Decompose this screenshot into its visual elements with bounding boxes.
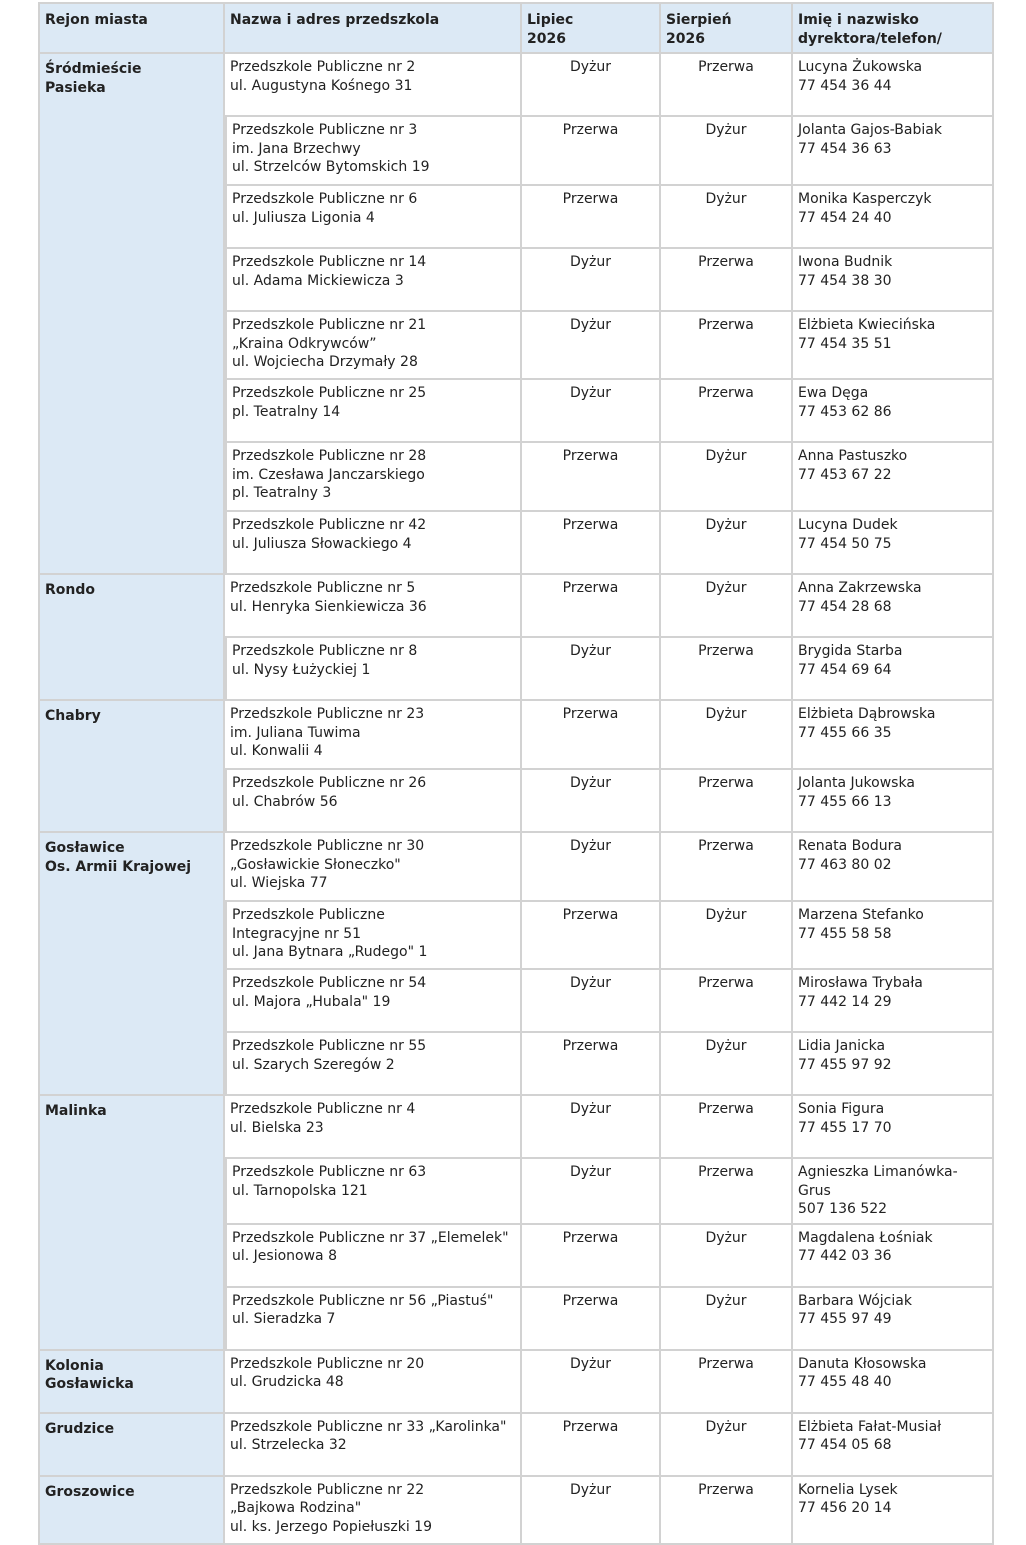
region-cell xyxy=(38,575,225,701)
kindergarten-name-cell-line: ul. Wiejska 77 xyxy=(230,875,328,891)
kindergarten-name-cell xyxy=(225,833,522,902)
kindergarten-name-cell xyxy=(225,512,522,575)
region-cell-line: Os. Armii Krajowej xyxy=(45,858,192,875)
kindergarten-name-cell-line: ul. Juliusza Słowackiego 4 xyxy=(232,535,412,552)
director-contact-cell-line: 77 454 69 64 xyxy=(798,661,892,678)
header-july: Lipiec 2026 xyxy=(522,2,661,54)
director-contact-cell xyxy=(793,1351,994,1414)
kindergarten-name-cell-line: Przedszkole Publiczne nr 33 „Karolinka" xyxy=(230,1418,507,1435)
director-contact-cell-line: 77 454 28 68 xyxy=(798,598,892,615)
august-status-cell-line: Dyżur xyxy=(705,706,747,722)
kindergarten-name-cell-line: Przedszkole Publiczne nr 22 xyxy=(230,1481,425,1498)
director-contact-cell-line: Lidia Janicka xyxy=(798,1038,886,1054)
director-contact-cell-line: 77 455 66 13 xyxy=(798,793,892,810)
director-contact-cell xyxy=(793,1159,994,1225)
director-contact-cell xyxy=(793,1414,994,1477)
kindergarten-name-cell xyxy=(225,1033,522,1096)
july-status-cell xyxy=(522,833,661,902)
july-status-cell xyxy=(522,1033,661,1096)
director-contact-cell-line: 77 454 36 44 xyxy=(798,77,892,94)
director-contact-cell-line: Elżbieta Dąbrowska xyxy=(798,706,936,722)
july-status-cell xyxy=(522,312,661,380)
table-row xyxy=(38,701,994,770)
kindergarten-name-cell xyxy=(225,443,522,512)
july-status-cell xyxy=(522,1288,661,1351)
august-status-cell xyxy=(661,1288,793,1351)
august-status-cell xyxy=(661,1033,793,1096)
director-contact-cell-line: Anna Zakrzewska xyxy=(798,580,922,596)
region-cell-line: Gosławice xyxy=(45,840,125,856)
august-status-cell-line: Przerwa xyxy=(698,643,754,659)
august-status-cell xyxy=(661,249,793,312)
august-status-cell-line: Dyżur xyxy=(705,1292,747,1309)
kindergarten-name-cell-line: Przedszkole Publiczne xyxy=(232,907,385,923)
kindergarten-name-cell-line: Przedszkole Publiczne nr 5 xyxy=(230,580,416,596)
header-name: Nazwa i adres przedszkola xyxy=(225,2,522,54)
director-contact-cell-line: 77 463 80 02 xyxy=(798,856,892,873)
kindergarten-name-cell-line: ul. Bielska 23 xyxy=(230,1119,324,1136)
table-row xyxy=(38,575,994,638)
kindergarten-name-cell-line: ul. Jesionowa 8 xyxy=(232,1248,337,1264)
kindergarten-name-cell-line: „Gosławickie Słoneczko" xyxy=(230,856,401,873)
july-status-cell-line: Przerwa xyxy=(562,1418,619,1435)
director-contact-cell xyxy=(793,1096,994,1159)
kindergarten-name-cell-line: ul. Jana Bytnara „Rudego" 1 xyxy=(232,944,428,960)
director-contact-cell xyxy=(793,902,994,970)
kindergarten-name-cell-line: im. Jana Brzechwy xyxy=(232,140,361,157)
july-status-cell-line: Dyżur xyxy=(569,317,612,333)
kindergarten-name-cell-line: ul. Szarych Szeregów 2 xyxy=(232,1056,395,1073)
august-status-cell xyxy=(661,1351,793,1414)
director-contact-cell xyxy=(793,312,994,380)
july-status-cell-line: Przerwa xyxy=(562,517,619,533)
director-contact-cell-line: 77 453 62 86 xyxy=(798,403,892,420)
kindergarten-name-cell-line: Przedszkole Publiczne nr 42 xyxy=(232,517,427,533)
director-contact-cell-line: Iwona Budnik xyxy=(798,254,893,270)
kindergarten-name-cell xyxy=(225,186,522,249)
kindergarten-name-cell-line: ul. Augustyna Kośnego 31 xyxy=(230,77,413,94)
director-contact-cell-line: 77 454 05 68 xyxy=(798,1437,892,1453)
kindergarten-name-cell-line: ul. Tarnopolska 121 xyxy=(232,1182,368,1199)
july-status-cell-line: Dyżur xyxy=(569,775,612,791)
region-cell xyxy=(38,833,225,1096)
july-status-cell-line: Dyżur xyxy=(569,254,612,270)
july-status-cell-line: Przerwa xyxy=(562,1038,619,1054)
july-status-cell xyxy=(522,512,661,575)
kindergarten-name-cell xyxy=(225,1159,522,1225)
region-cell-line: Malinka xyxy=(45,1103,107,1119)
august-status-cell xyxy=(661,380,793,443)
august-status-cell-line: Przerwa xyxy=(698,1355,754,1372)
director-contact-cell-line: Jolanta Jukowska xyxy=(798,775,915,791)
kindergarten-name-cell-line: Przedszkole Publiczne nr 23 xyxy=(230,706,425,722)
kindergarten-name-cell xyxy=(225,638,522,701)
director-contact-cell xyxy=(793,54,994,117)
july-status-cell xyxy=(522,638,661,701)
director-contact-cell-line: 77 442 03 36 xyxy=(798,1248,892,1264)
july-status-cell-line: Przerwa xyxy=(562,1292,619,1309)
july-status-cell xyxy=(522,1414,661,1477)
july-status-cell xyxy=(522,443,661,512)
table-header-row xyxy=(38,2,994,54)
august-status-cell xyxy=(661,512,793,575)
region-cell xyxy=(38,1477,225,1545)
kindergarten-name-cell-line: Integracyjne nr 51 xyxy=(232,925,362,942)
kindergarten-name-cell-line: ul. Strzelców Bytomskich 19 xyxy=(232,159,430,175)
kindergarten-name-cell xyxy=(225,54,522,117)
july-status-cell-line: Dyżur xyxy=(569,1481,612,1498)
kindergarten-name-cell-line: Przedszkole Publiczne nr 21 xyxy=(232,317,427,333)
kindergarten-name-cell xyxy=(225,970,522,1033)
director-contact-cell xyxy=(793,701,994,770)
kindergarten-name-cell xyxy=(225,312,522,380)
table-row xyxy=(38,54,994,117)
july-status-cell-line: Dyżur xyxy=(569,975,612,991)
july-status-cell xyxy=(522,117,661,186)
july-status-cell xyxy=(522,186,661,249)
director-contact-cell-line: Agnieszka Limanówka-Grus xyxy=(798,1164,958,1199)
header-august: Sierpień 2026 xyxy=(661,2,793,54)
kindergarten-name-cell-line: ul. Sieradzka 7 xyxy=(232,1311,336,1327)
kindergarten-duty-table xyxy=(38,2,994,1545)
director-contact-cell-line: 77 454 50 75 xyxy=(798,535,892,552)
kindergarten-name-cell-line: Przedszkole Publiczne nr 3 xyxy=(232,122,418,138)
august-status-cell-line: Dyżur xyxy=(705,122,747,138)
kindergarten-name-cell-line: ul. Adama Mickiewicza 3 xyxy=(232,272,404,289)
august-status-cell xyxy=(661,1225,793,1288)
director-contact-cell-line: Elżbieta Kwiecińska xyxy=(798,317,936,333)
kindergarten-name-cell-line: ul. Wojciecha Drzymały 28 xyxy=(232,354,418,370)
kindergarten-name-cell-line: Przedszkole Publiczne nr 28 xyxy=(232,448,427,464)
table-row xyxy=(38,1351,994,1414)
director-contact-cell-line: Lucyna Żukowska xyxy=(798,59,923,75)
august-status-cell-line: Przerwa xyxy=(698,838,754,854)
director-contact-cell-line: Renata Bodura xyxy=(798,838,902,854)
region-cell-line: Pasieka xyxy=(45,79,106,96)
july-status-cell-line: Przerwa xyxy=(562,122,619,138)
director-contact-cell-line: 77 454 36 63 xyxy=(798,140,892,157)
director-contact-cell xyxy=(793,512,994,575)
august-status-cell xyxy=(661,833,793,902)
july-status-cell-line: Dyżur xyxy=(569,1355,612,1372)
kindergarten-name-cell-line: Przedszkole Publiczne nr 8 xyxy=(232,643,418,659)
july-status-cell-line: Dyżur xyxy=(569,838,612,854)
director-contact-cell-line: 507 136 522 xyxy=(798,1201,888,1217)
director-contact-cell xyxy=(793,1225,994,1288)
region-cell xyxy=(38,1414,225,1477)
august-status-cell xyxy=(661,1414,793,1477)
august-status-cell-line: Przerwa xyxy=(698,254,754,270)
director-contact-cell-line: Brygida Starba xyxy=(798,643,903,659)
kindergarten-name-cell-line: pl. Teatralny 3 xyxy=(232,485,332,501)
kindergarten-name-cell-line: Przedszkole Publiczne nr 30 xyxy=(230,838,425,854)
director-contact-cell-line: 77 455 97 49 xyxy=(798,1311,892,1327)
july-status-cell xyxy=(522,1225,661,1288)
july-status-cell-line: Przerwa xyxy=(562,1229,619,1246)
august-status-cell-line: Dyżur xyxy=(705,907,747,923)
kindergarten-name-cell-line: Przedszkole Publiczne nr 54 xyxy=(232,975,427,991)
july-status-cell xyxy=(522,1351,661,1414)
header-director: Imię i nazwisko dyrektora/telefon/ xyxy=(793,2,994,54)
region-cell-line: Śródmieście xyxy=(45,61,142,77)
table-row xyxy=(38,1477,994,1545)
august-status-cell-line: Dyżur xyxy=(705,1229,747,1246)
region-cell-line: Rondo xyxy=(45,582,96,598)
kindergarten-name-cell-line: Przedszkole Publiczne nr 4 xyxy=(230,1101,416,1117)
director-contact-cell-line: 77 455 17 70 xyxy=(798,1119,892,1136)
august-status-cell-line: Przerwa xyxy=(698,59,754,75)
region-cell xyxy=(38,1096,225,1351)
kindergarten-name-cell-line: pl. Teatralny 14 xyxy=(232,403,341,420)
kindergarten-name-cell xyxy=(225,770,522,833)
director-contact-cell xyxy=(793,1477,994,1545)
august-status-cell xyxy=(661,186,793,249)
july-status-cell xyxy=(522,770,661,833)
august-status-cell xyxy=(661,701,793,770)
july-status-cell-line: Dyżur xyxy=(569,385,612,401)
kindergarten-name-cell-line: Przedszkole Publiczne nr 26 xyxy=(232,775,427,791)
july-status-cell xyxy=(522,575,661,638)
director-contact-cell xyxy=(793,249,994,312)
kindergarten-name-cell-line: ul. ks. Jerzego Popiełuszki 19 xyxy=(230,1518,432,1535)
director-contact-cell-line: 77 454 24 40 xyxy=(798,209,892,226)
kindergarten-name-cell-line: Przedszkole Publiczne nr 37 „Elemelek" xyxy=(232,1229,509,1246)
kindergarten-name-cell-line: ul. Henryka Sienkiewicza 36 xyxy=(230,598,427,615)
july-status-cell xyxy=(522,701,661,770)
director-contact-cell xyxy=(793,1033,994,1096)
july-status-cell-line: Przerwa xyxy=(562,580,619,596)
kindergarten-name-cell-line: im. Juliana Tuwima xyxy=(230,724,361,741)
august-status-cell-line: Dyżur xyxy=(705,191,747,207)
director-contact-cell xyxy=(793,770,994,833)
kindergarten-name-cell-line: ul. Grudzicka 48 xyxy=(230,1374,344,1390)
director-contact-cell-line: Monika Kasperczyk xyxy=(798,191,932,207)
director-contact-cell-line: 77 442 14 29 xyxy=(798,993,892,1010)
header-region: Rejon miasta xyxy=(38,2,225,54)
kindergarten-name-cell xyxy=(225,902,522,970)
region-cell-line: Gosławicka xyxy=(45,1376,134,1392)
kindergarten-name-cell-line: „Bajkowa Rodzina" xyxy=(230,1500,362,1516)
director-contact-cell-line: 77 455 48 40 xyxy=(798,1374,892,1390)
kindergarten-name-cell-line: Przedszkole Publiczne nr 25 xyxy=(232,385,427,401)
july-status-cell xyxy=(522,970,661,1033)
august-status-cell-line: Dyżur xyxy=(705,517,747,533)
table-row xyxy=(38,833,994,902)
kindergarten-name-cell xyxy=(225,1351,522,1414)
august-status-cell-line: Przerwa xyxy=(698,775,754,791)
august-status-cell-line: Przerwa xyxy=(698,1101,754,1117)
kindergarten-name-cell-line: im. Czesława Janczarskiego xyxy=(232,466,425,483)
director-contact-cell-line: Ewa Dęga xyxy=(798,385,869,401)
july-status-cell-line: Dyżur xyxy=(569,643,612,659)
director-contact-cell-line: Jolanta Gajos-Babiak xyxy=(798,122,942,138)
kindergarten-name-cell xyxy=(225,117,522,186)
august-status-cell-line: Przerwa xyxy=(698,1164,754,1180)
kindergarten-name-cell-line: Przedszkole Publiczne nr 14 xyxy=(232,254,427,270)
kindergarten-name-cell xyxy=(225,1096,522,1159)
august-status-cell-line: Dyżur xyxy=(705,1418,747,1435)
kindergarten-name-cell xyxy=(225,1414,522,1477)
kindergarten-name-cell xyxy=(225,701,522,770)
august-status-cell xyxy=(661,312,793,380)
director-contact-cell xyxy=(793,638,994,701)
director-contact-cell-line: Danuta Kłosowska xyxy=(798,1355,927,1372)
director-contact-cell xyxy=(793,380,994,443)
region-cell-line: Kolonia xyxy=(45,1357,104,1374)
august-status-cell-line: Dyżur xyxy=(705,580,747,596)
kindergarten-name-cell-line: Przedszkole Publiczne nr 2 xyxy=(230,59,416,75)
table-row xyxy=(38,1096,994,1159)
director-contact-cell xyxy=(793,1288,994,1351)
kindergarten-name-cell-line: ul. Juliusza Ligonia 4 xyxy=(232,209,375,226)
kindergarten-name-cell xyxy=(225,1225,522,1288)
kindergarten-name-cell-line: ul. Chabrów 56 xyxy=(232,793,338,810)
july-status-cell xyxy=(522,1096,661,1159)
table-row xyxy=(38,1414,994,1477)
august-status-cell xyxy=(661,117,793,186)
director-contact-cell xyxy=(793,833,994,902)
region-cell xyxy=(38,701,225,833)
director-contact-cell-line: Sonia Figura xyxy=(798,1101,885,1117)
august-status-cell xyxy=(661,443,793,512)
july-status-cell-line: Przerwa xyxy=(562,907,619,923)
director-contact-cell-line: Lucyna Dudek xyxy=(798,517,898,533)
director-contact-cell-line: Kornelia Lysek xyxy=(798,1481,898,1498)
july-status-cell-line: Przerwa xyxy=(562,448,619,464)
august-status-cell-line: Dyżur xyxy=(705,1038,747,1054)
director-contact-cell-line: Magdalena Łośniak xyxy=(798,1229,933,1246)
director-contact-cell xyxy=(793,186,994,249)
kindergarten-name-cell-line: „Kraina Odkrywców” xyxy=(232,335,377,352)
kindergarten-name-cell xyxy=(225,575,522,638)
director-contact-cell-line: Elżbieta Fałat-Musiał xyxy=(798,1418,942,1435)
august-status-cell xyxy=(661,54,793,117)
august-status-cell xyxy=(661,902,793,970)
august-status-cell xyxy=(661,970,793,1033)
region-cell-line: Chabry xyxy=(45,708,101,724)
director-contact-cell-line: Anna Pastuszko xyxy=(798,448,908,464)
july-status-cell-line: Dyżur xyxy=(569,1101,612,1117)
kindergarten-name-cell xyxy=(225,1477,522,1545)
july-status-cell xyxy=(522,54,661,117)
kindergarten-name-cell-line: ul. Strzelecka 32 xyxy=(230,1437,347,1453)
kindergarten-name-cell xyxy=(225,249,522,312)
july-status-cell-line: Przerwa xyxy=(562,706,619,722)
region-cell-line: Groszowice xyxy=(45,1483,135,1500)
kindergarten-name-cell xyxy=(225,380,522,443)
region-cell xyxy=(38,54,225,575)
august-status-cell xyxy=(661,638,793,701)
region-cell xyxy=(38,1351,225,1414)
august-status-cell xyxy=(661,575,793,638)
august-status-cell-line: Przerwa xyxy=(698,385,754,401)
august-status-cell xyxy=(661,770,793,833)
kindergarten-name-cell-line: ul. Nysy Łużyckiej 1 xyxy=(232,661,371,678)
july-status-cell xyxy=(522,902,661,970)
director-contact-cell-line: 77 454 38 30 xyxy=(798,272,892,289)
director-contact-cell-line: 77 455 58 58 xyxy=(798,925,892,942)
director-contact-cell-line: Barbara Wójciak xyxy=(798,1292,912,1309)
kindergarten-name-cell-line: ul. Konwalii 4 xyxy=(230,743,323,759)
july-status-cell xyxy=(522,1159,661,1225)
kindergarten-name-cell-line: Przedszkole Publiczne nr 56 „Piastuś" xyxy=(232,1292,494,1309)
director-contact-cell-line: 77 455 66 35 xyxy=(798,724,892,741)
august-status-cell-line: Przerwa xyxy=(698,317,754,333)
july-status-cell-line: Dyżur xyxy=(569,1164,612,1180)
july-status-cell-line: Dyżur xyxy=(569,59,612,75)
august-status-cell xyxy=(661,1159,793,1225)
director-contact-cell-line: 77 456 20 14 xyxy=(798,1500,892,1516)
august-status-cell-line: Przerwa xyxy=(698,975,754,991)
july-status-cell xyxy=(522,1477,661,1545)
kindergarten-name-cell-line: Przedszkole Publiczne nr 63 xyxy=(232,1164,427,1180)
region-cell-line: Grudzice xyxy=(45,1420,115,1437)
director-contact-cell-line: Marzena Stefanko xyxy=(798,907,924,923)
august-status-cell-line: Dyżur xyxy=(705,448,747,464)
director-contact-cell xyxy=(793,443,994,512)
july-status-cell-line: Przerwa xyxy=(562,191,619,207)
august-status-cell xyxy=(661,1096,793,1159)
july-status-cell xyxy=(522,380,661,443)
director-contact-cell-line: Mirosława Trybała xyxy=(798,975,923,991)
kindergarten-name-cell xyxy=(225,1288,522,1351)
kindergarten-name-cell-line: Przedszkole Publiczne nr 6 xyxy=(232,191,418,207)
july-status-cell xyxy=(522,249,661,312)
august-status-cell xyxy=(661,1477,793,1545)
kindergarten-name-cell-line: Przedszkole Publiczne nr 20 xyxy=(230,1355,425,1372)
director-contact-cell xyxy=(793,117,994,186)
kindergarten-name-cell-line: ul. Majora „Hubala" 19 xyxy=(232,993,391,1010)
kindergarten-name-cell-line: Przedszkole Publiczne nr 55 xyxy=(232,1038,427,1054)
august-status-cell-line: Przerwa xyxy=(698,1481,754,1498)
director-contact-cell xyxy=(793,575,994,638)
director-contact-cell-line: 77 453 67 22 xyxy=(798,466,892,483)
director-contact-cell-line: 77 455 97 92 xyxy=(798,1056,892,1073)
director-contact-cell-line: 77 454 35 51 xyxy=(798,335,892,352)
director-contact-cell xyxy=(793,970,994,1033)
